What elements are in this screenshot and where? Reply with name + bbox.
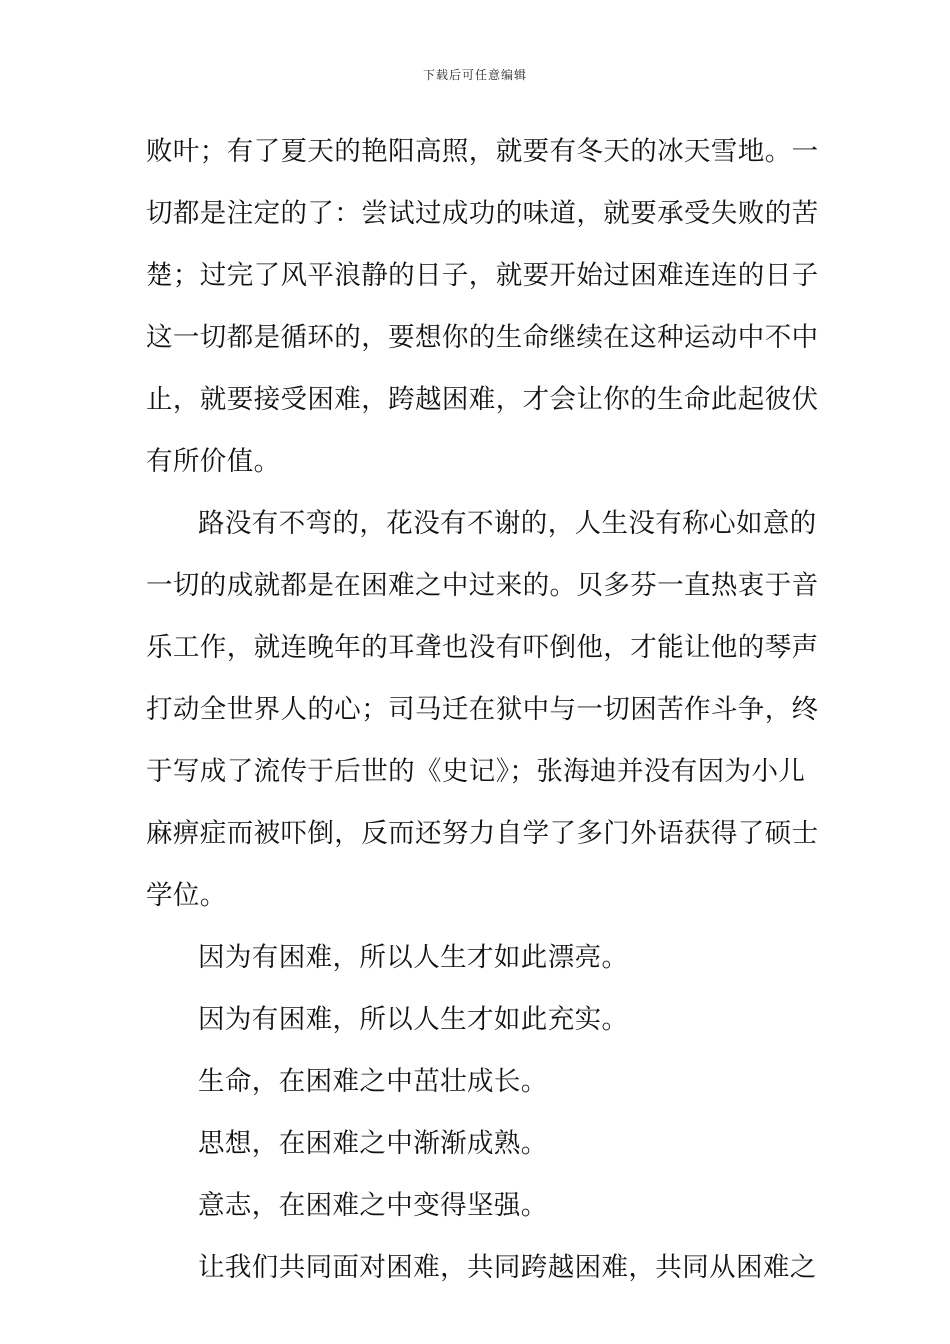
text-line: 有所价值。 (146, 446, 281, 477)
text-line: 乐工作，就连晚年的耳聋也没有吓倒他，才能让他的琴声 (146, 632, 819, 663)
page-header: 下载后可任意编辑 (422, 68, 527, 82)
text-line: 思想，在困难之中渐渐成熟。 (198, 1128, 548, 1159)
text-line: 学位。 (146, 880, 227, 911)
text-line: 这一切都是循环的，要想你的生命继续在这种运动中不中 (146, 322, 819, 353)
text-line: 意志，在困难之中变得坚强。 (198, 1190, 548, 1221)
text-line: 止，就要接受困难，跨越困难，才会让你的生命此起彼伏 (146, 384, 819, 415)
text-line: 一切的成就都是在困难之中过来的。贝多芬一直热衷于音 (146, 570, 819, 601)
text-line: 生命，在困难之中茁壮成长。 (198, 1066, 548, 1097)
text-line: 让我们共同面对困难，共同跨越困难，共同从困难之 (198, 1252, 817, 1283)
text-line: 路没有不弯的，花没有不谢的，人生没有称心如意的 (198, 508, 817, 539)
text-line: 麻痹症而被吓倒，反而还努力自学了多门外语获得了硕士 (146, 818, 819, 849)
text-line: 切都是注定的了：尝试过成功的味道，就要承受失败的苦 (146, 198, 819, 229)
text-line: 打动全世界人的心；司马迁在狱中与一切困苦作斗争，终 (146, 694, 819, 725)
text-line: 因为有困难，所以人生才如此充实。 (198, 1004, 629, 1035)
text-line: 因为有困难，所以人生才如此漂亮。 (198, 942, 629, 973)
text-line: 败叶；有了夏天的艳阳高照，就要有冬天的冰天雪地。一 (146, 136, 819, 167)
text-line: 楚；过完了风平浪静的日子，就要开始过困难连连的日子 (146, 260, 819, 291)
text-line: 于写成了流传于后世的《史记》；张海迪并没有因为小儿 (146, 756, 806, 787)
